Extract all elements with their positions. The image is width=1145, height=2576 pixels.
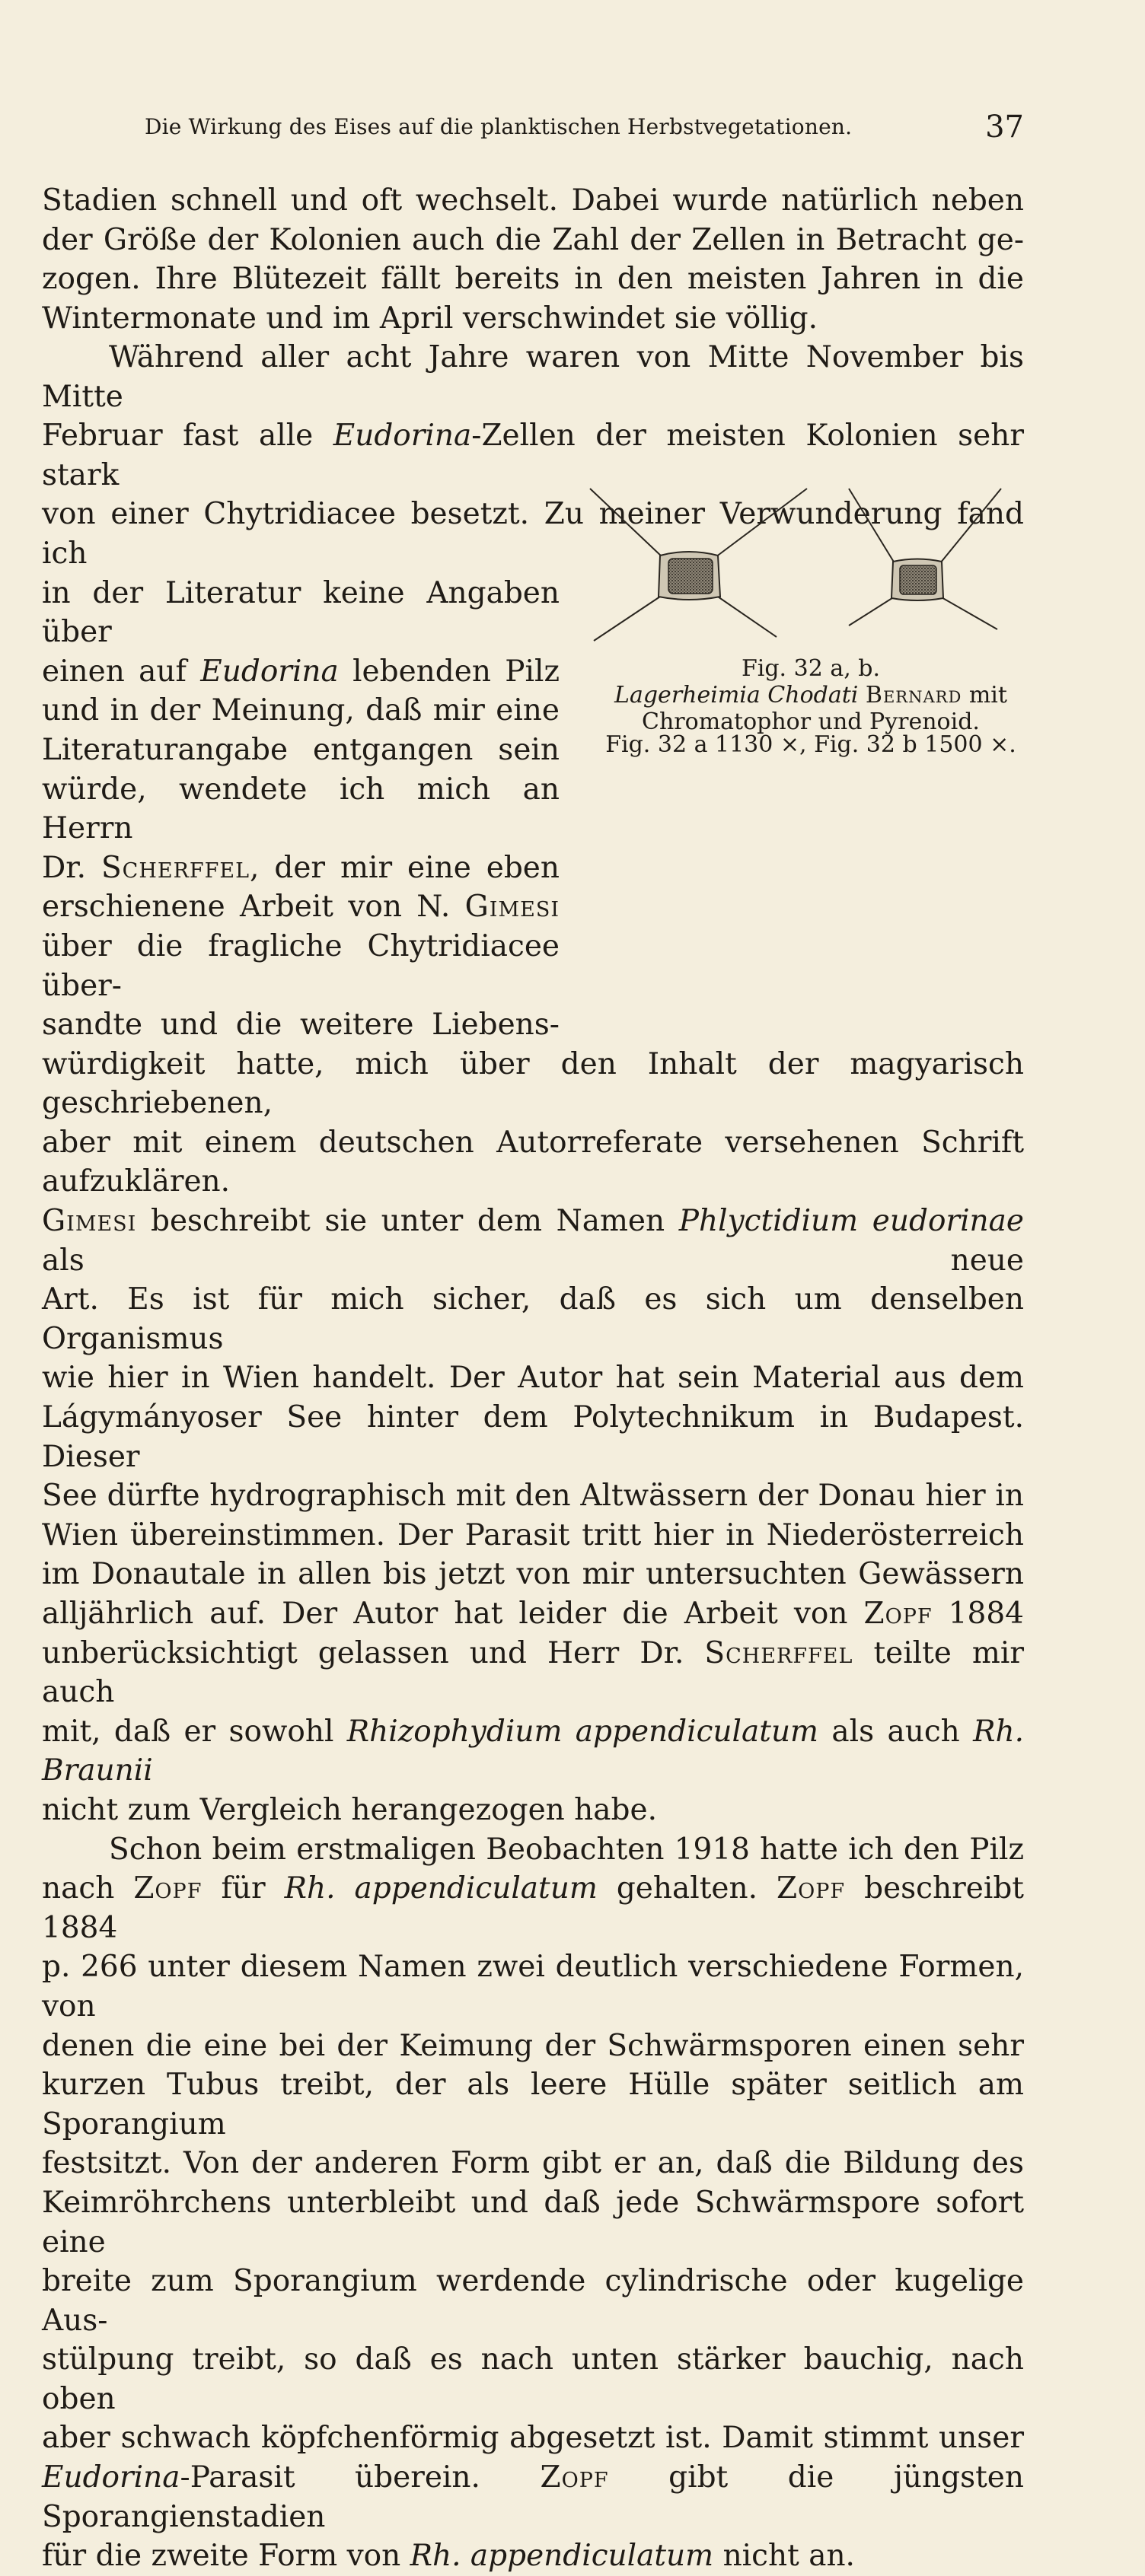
text-line: stülpung treibt, so daß es nach unten stärker bauchig, nach oben — [42, 2342, 1024, 2416]
figure-magnification: Fig. 32 a 1130 ×, Fig. 32 b 1500 ×. — [605, 731, 1016, 758]
figure-caption-line: Chromatophor und Pyrenoid. — [642, 708, 980, 735]
author-name: Scherffel — [100, 850, 250, 885]
text-line: Eudorina-Parasit überein. Zopf gibt die jüngsten Sporangienstadien — [42, 2460, 1025, 2534]
paragraph-1 — [42, 181, 1024, 338]
page-number: 37 — [985, 110, 1024, 145]
text-line: im Donautale in allen bis jetzt von mir untersuchten Gewässern — [42, 1557, 1024, 1592]
author-name: Bernard — [865, 682, 962, 708]
text-line: Keimröhrchens unterbleibt und daß jede Schwärmspore sofort eine — [42, 2185, 1024, 2259]
text-line: würdigkeit hatte, mich über den Inhalt der magyarisch geschriebenen, — [42, 1046, 1024, 1121]
running-header — [42, 110, 1024, 152]
lagerheimia-illustration — [586, 473, 1035, 656]
text-line: und in der Meinung, daß mir eine — [42, 693, 560, 728]
text-line: p. 266 unter diesem Namen zwei deutlich verschiedene Formen, von — [42, 1950, 1024, 2024]
taxon-name: Eudorina — [200, 654, 339, 689]
author-name: Zopf — [863, 1597, 933, 1631]
text-line: Februar fast alle Eudorina-Zellen der meisten Kolonien sehr stark — [42, 419, 1024, 492]
text-line: sandte und die weitere Liebens- — [42, 1008, 560, 1043]
text-line: aber mit einem deutschen Autorreferate versehenen Schrift aufzuklären. — [42, 1125, 1024, 1199]
taxon-name: Rh. appendiculatum — [410, 2539, 714, 2574]
author-name: Zopf — [540, 2460, 609, 2495]
taxon-name: Rhizophydium appendiculatum — [346, 1714, 819, 1749]
text-line: aber schwach köpfchenförmig abgesetzt ist. Damit stimmt unser — [42, 2421, 1024, 2456]
text-line: See dürfte hydrographisch mit den Altwässern der Donau hier in — [42, 1479, 1024, 1514]
text-line: unberücksichtigt gelassen und Herr Dr. Scherffel teilte mir auch — [42, 1635, 1024, 1710]
text-line: der Größe der Kolonien auch die Zahl der Zellen in Betracht ge- — [42, 222, 1024, 257]
running-title: Die Wirkung des Eises auf die planktischen Herbstvegetationen. — [145, 114, 853, 139]
text-line: erschienene Arbeit von N. Gimesi — [42, 890, 560, 925]
taxon-name: Lagerheimia Chodati — [614, 682, 859, 708]
text-line: Art. Es ist für mich sicher, daß es sich um denselben Organismus — [42, 1282, 1024, 1356]
text-line: nach Zopf für Rh. appendiculatum gehalten. Zopf beschreibt 1884 — [42, 1871, 1024, 1945]
text-line: von einer Chytridiacee besetzt. Zu meiner Verwunderung fand ich — [42, 497, 1024, 571]
text-line: festsitzt. Von der anderen Form gibt er an, daß die Bildung des — [42, 2146, 1024, 2181]
author-name: Scherffel — [704, 1635, 853, 1670]
figure-32b-cell — [849, 489, 1001, 629]
text-line: Wien übereinstimmen. Der Parasit tritt hier in Niederösterreich — [42, 1517, 1024, 1552]
text-line: wie hier in Wien handelt. Der Autor hat sein Material aus dem — [42, 1361, 1024, 1396]
author-name: Gimesi — [42, 1204, 137, 1239]
text-line: Gimesi beschreibt sie unter dem Namen Phlyctidium eudorinae als neue — [42, 1204, 1024, 1278]
figure-caption: Lagerheimia Chodati Bernard mit — [614, 682, 1007, 708]
text-line: Stadien schnell und oft wechselt. Dabei wurde natürlich neben — [42, 183, 1024, 218]
text-line: einen auf Eudorina lebenden Pilz — [42, 654, 560, 689]
taxon-name: Eudorina — [42, 2460, 180, 2495]
taxon-name: Rh. Braunii — [42, 1714, 1024, 1788]
figure-32a-cell — [590, 489, 807, 641]
text-line: zogen. Ihre Blütezeit fällt bereits in den meisten Jahren in die — [42, 262, 1024, 297]
author-name: Zopf — [133, 1871, 203, 1906]
text-line: in der Literatur keine Angaben über — [42, 575, 560, 650]
text-line: kurzen Tubus treibt, der als leere Hülle später seitlich am Sporangium — [42, 2068, 1024, 2141]
text-line: nicht zum Vergleich herangezogen habe. — [42, 1792, 657, 1827]
text-line: für die zweite Form von Rh. appendiculatum nicht an. — [42, 2539, 855, 2574]
text-line: über die fragliche Chytridiacee über- — [42, 928, 560, 1003]
text-line: breite zum Sporangium werdende cylindrische oder kugelige Aus- — [42, 2264, 1024, 2338]
text-line: denen die eine bei der Keimung der Schwärmsporen einen sehr — [42, 2028, 1024, 2063]
text-line: Lágymányoser See hinter dem Polytechnikum in Budapest. Dieser — [42, 1400, 1024, 1474]
author-name: Zopf — [776, 1871, 846, 1906]
text-line: Wintermonate und im April verschwindet sie völlig. — [42, 301, 818, 336]
taxon-name: Rh. appendiculatum — [284, 1871, 598, 1906]
author-name: Gimesi — [464, 890, 560, 925]
text-line: Dr. Scherffel, der mir eine eben — [42, 850, 560, 885]
text-line: Während aller acht Jahre waren von Mitte November bis Mitte — [42, 340, 1024, 414]
taxon-name: Phlyctidium eudorinae — [678, 1204, 1024, 1239]
text-line: Literaturangabe entgangen sein — [42, 732, 560, 767]
figure-32 — [586, 473, 1035, 801]
taxon-name: Eudorina — [333, 419, 472, 454]
text-line: mit, daß er sowohl Rhizophydium appendiculatum als auch Rh. Braunii — [42, 1714, 1024, 1788]
text-line: alljährlich auf. Der Autor hat leider die Arbeit von Zopf 1884 — [42, 1597, 1024, 1631]
text-line: Schon beim erstmaligen Beobachten 1918 hatte ich den Pilz — [109, 1832, 1024, 1867]
text-line: würde, wendete ich mich an Herrn — [42, 772, 560, 846]
figure-number: Fig. 32 a, b. — [741, 655, 881, 682]
